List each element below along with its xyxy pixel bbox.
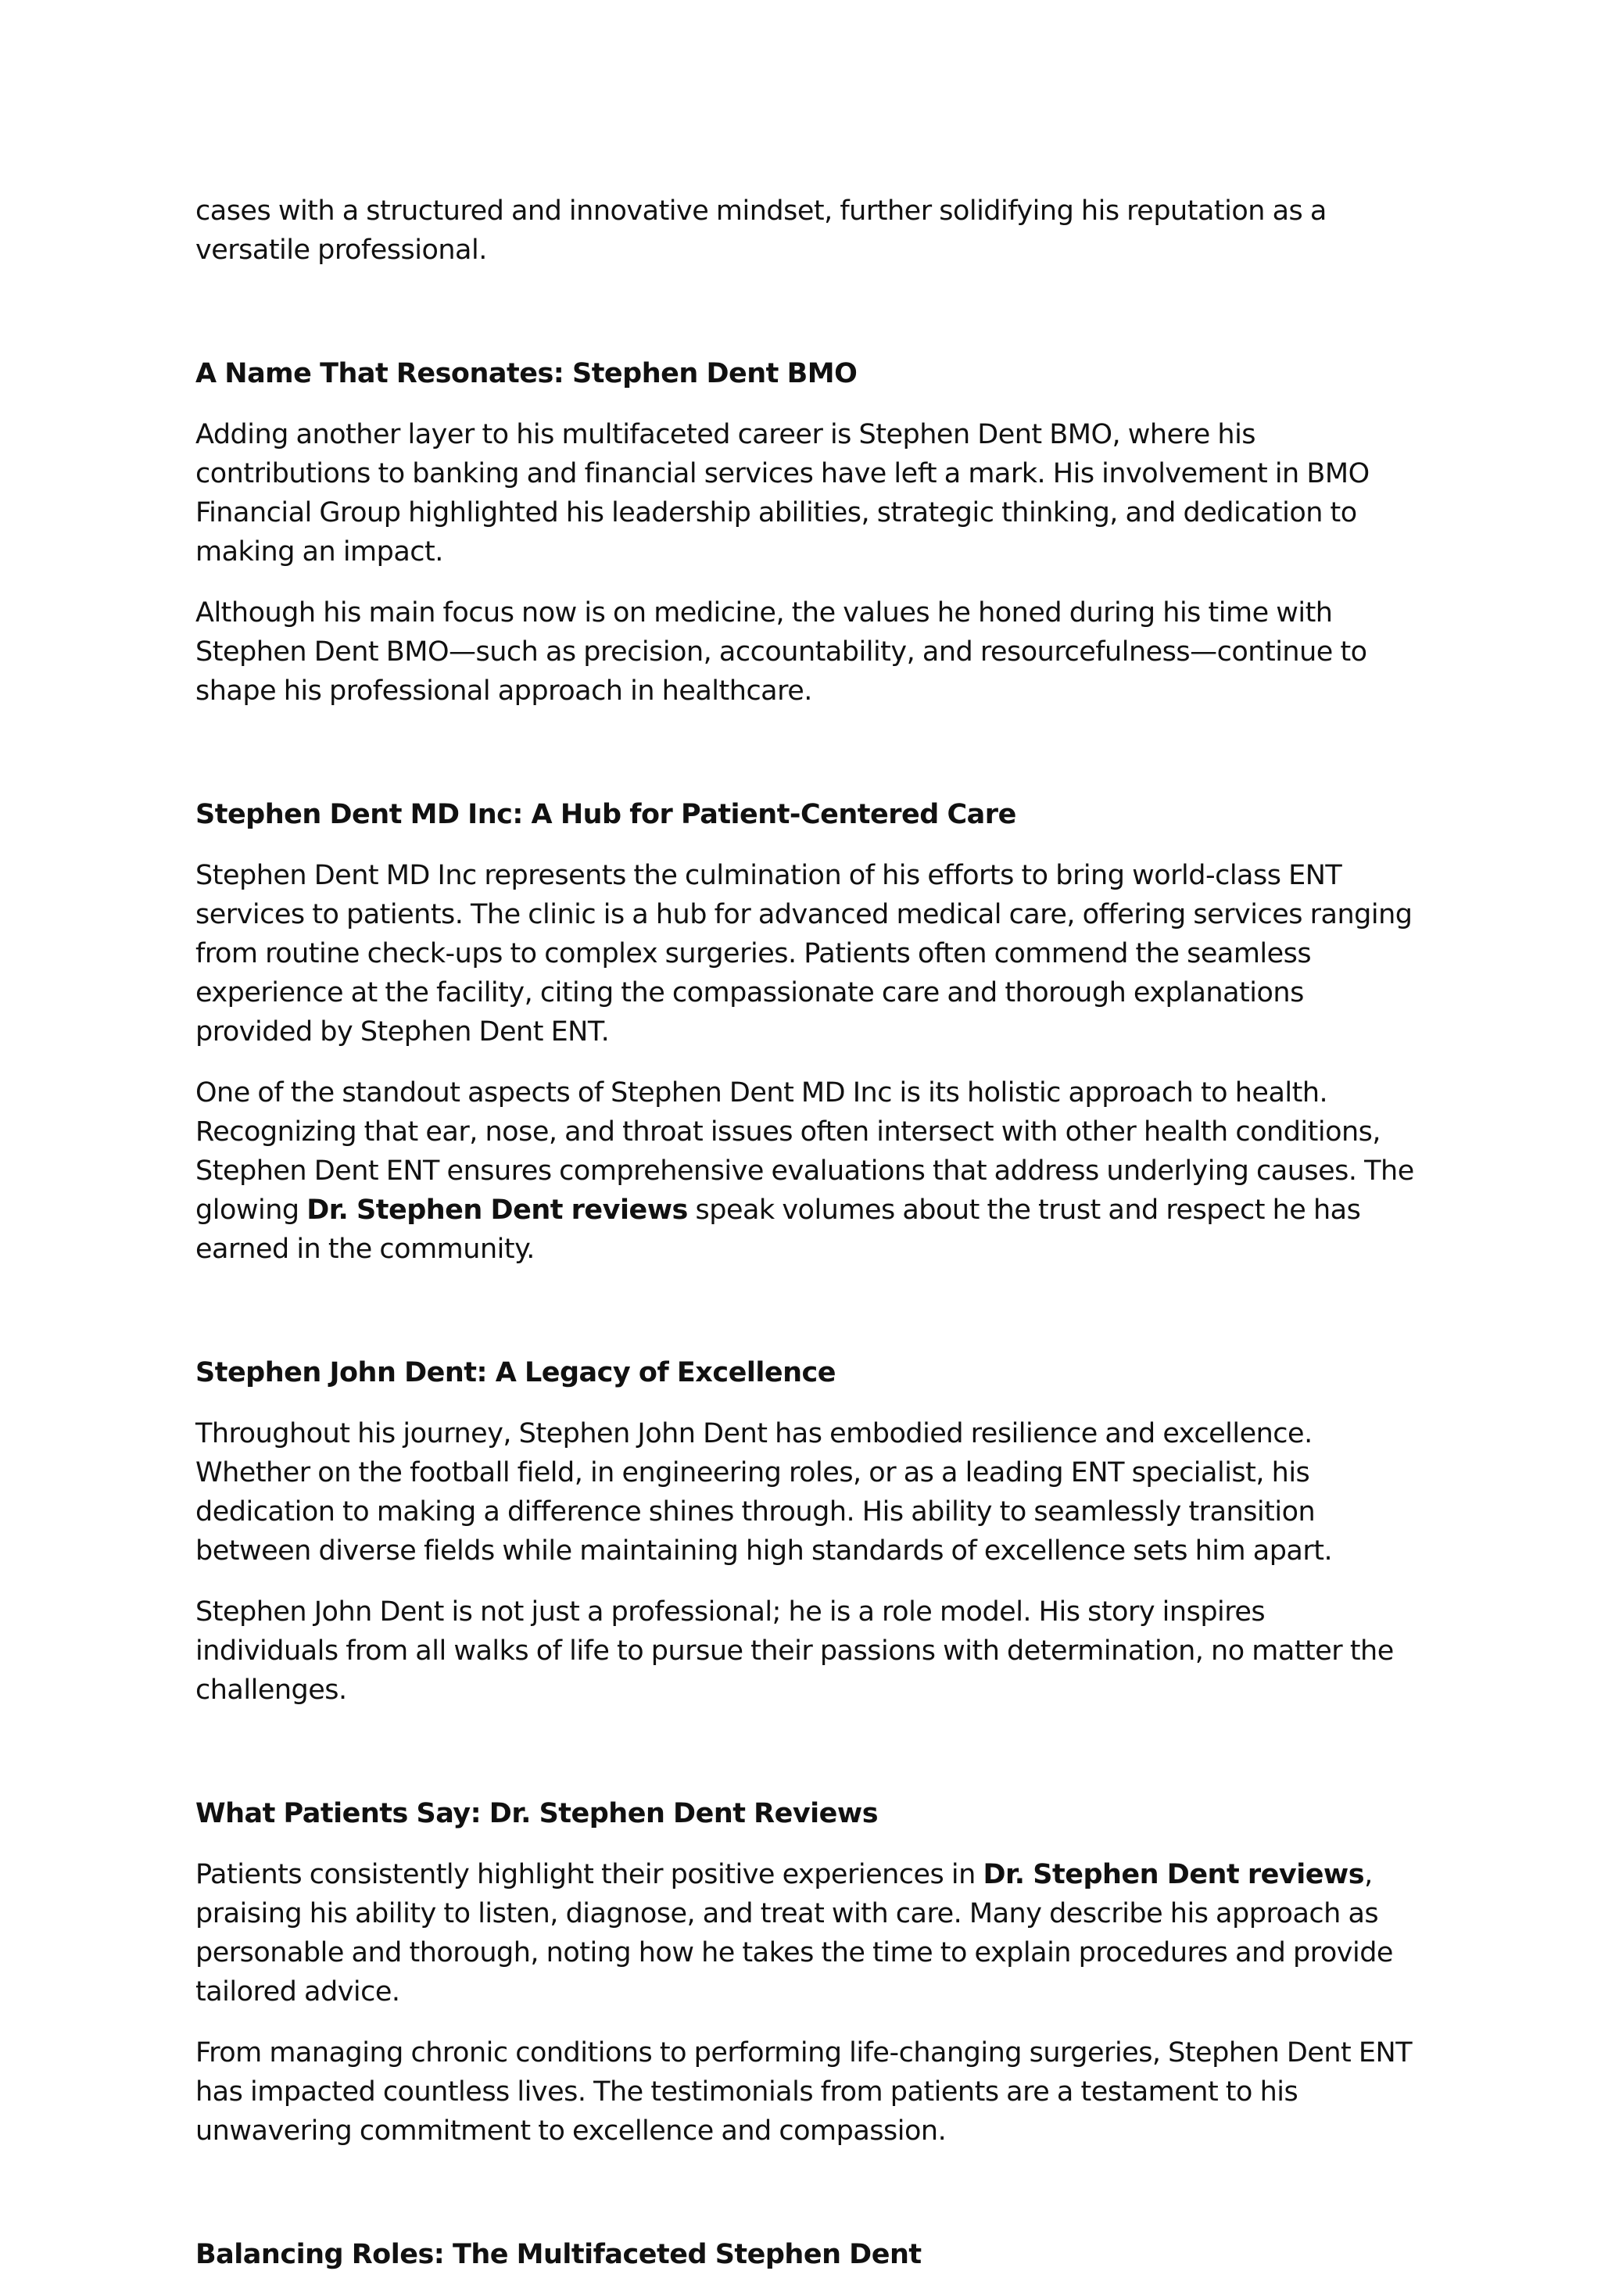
section-spacer bbox=[195, 732, 1415, 795]
text-run: , praising his ability to listen, diagnose, and treat with care. Many describe his approach as personable and thorough, noting how he takes the time to explain procedures and provide tailored advice. bbox=[195, 1859, 1393, 2008]
section-heading-reviews: What Patients Say: Dr. Stephen Dent Reviews bbox=[195, 1798, 879, 1829]
paragraph: Stephen Dent MD Inc represents the culmination of his efforts to bring world-class ENT services to patients. The clinic is a hub for advanced medical care, offering services ranging from routine check-ups to complex surgeries. Patients often commend the seamless experience at the facility, citing the compassionate care and thorough explanations provided by Stephen Dent ENT. bbox=[195, 860, 1413, 1048]
section-spacer bbox=[195, 292, 1415, 354]
section-heading-balancing-roles: Balancing Roles: The Multifaceted Stephen Dent bbox=[195, 2239, 922, 2270]
section-heading-legacy: Stephen John Dent: A Legacy of Excellence bbox=[195, 1357, 836, 1388]
document-body bbox=[195, 192, 1415, 2296]
paragraph: Stephen John Dent is not just a professional; he is a role model. His story inspires individuals from all walks of life to pursue their passions with determination, no matter the challenges. bbox=[195, 1596, 1394, 1706]
paragraph-with-bold bbox=[195, 1073, 1415, 1269]
section-heading-md-inc: Stephen Dent MD Inc: A Hub for Patient-Centered Care bbox=[195, 799, 1016, 830]
paragraph: Adding another layer to his multifaceted career is Stephen Dent BMO, where his contributions to banking and financial services have left a mark. His involvement in BMO Financial Group highlighted his leadership abilities, strategic thinking, and dedication to making an impact. bbox=[195, 419, 1370, 568]
intro-paragraph: cases with a structured and innovative mindset, further solidifying his reputation as a versatile professional. bbox=[195, 195, 1327, 266]
paragraph: From managing chronic conditions to performing life-changing surgeries, Stephen Dent ENT has impacted countless lives. The testimonials from patients are a testament to his unwavering commitment to excellence and compassion. bbox=[195, 2037, 1413, 2147]
section-heading-bmo: A Name That Resonates: Stephen Dent BMO bbox=[195, 358, 858, 389]
paragraph-with-bold bbox=[195, 1855, 1415, 2011]
text-run: One of the standout aspects of Stephen Dent MD Inc is its holistic approach to health. Recognizing that ear, nose, and throat issues often intersect with other health conditions, Stephen Dent ENT ensures comprehensive evaluations that address underlying causes. The glowing bbox=[195, 1077, 1414, 1226]
paragraph: Throughout his journey, Stephen John Dent has embodied resilience and excellence. Whether on the football field, in engineering roles, or as a leading ENT specialist, his dedication to making a difference shines through. His ability to seamlessly transition between diverse fields while maintaining high standards of excellence sets him apart. bbox=[195, 1418, 1333, 1567]
text-run: speak volumes about the trust and respect he has earned in the community. bbox=[195, 1195, 1361, 1265]
section-spacer bbox=[195, 1291, 1415, 1353]
section-spacer bbox=[195, 2172, 1415, 2235]
bold-text-run: Dr. Stephen Dent reviews bbox=[983, 1859, 1365, 1890]
bold-text-run: Dr. Stephen Dent reviews bbox=[306, 1195, 688, 1226]
text-run: Patients consistently highlight their positive experiences in bbox=[195, 1859, 983, 1890]
section-spacer bbox=[195, 1732, 1415, 1794]
paragraph: Although his main focus now is on medicine, the values he honed during his time with Stephen Dent BMO—such as precision, accountability, and resourcefulness—continue to shape his professional approach in healthcare. bbox=[195, 597, 1367, 707]
